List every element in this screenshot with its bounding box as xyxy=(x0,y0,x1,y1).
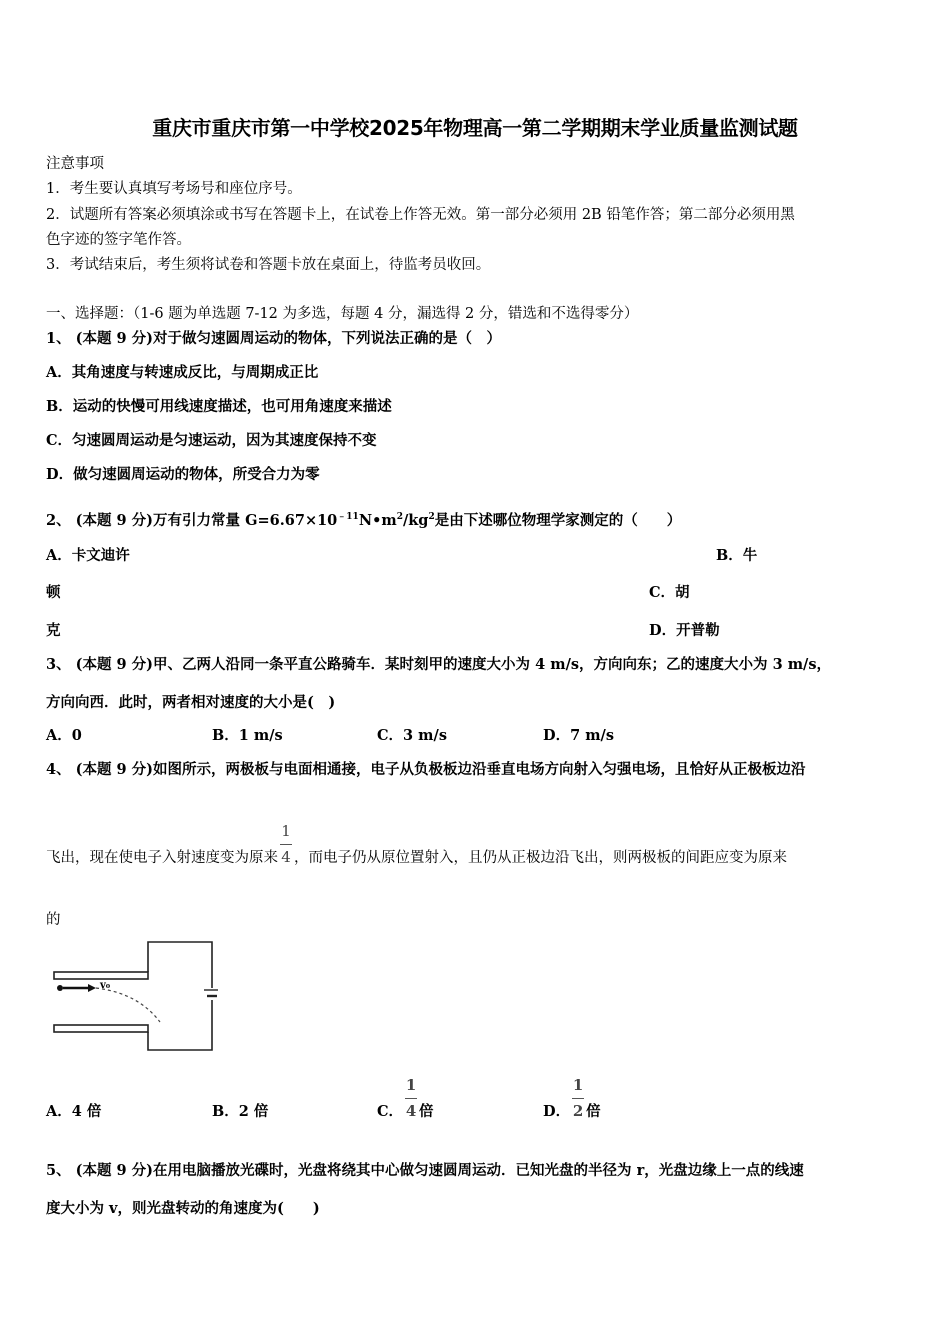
q3-option-b: B．1 m/s xyxy=(212,727,283,744)
q4-option-b: B．2 倍 xyxy=(212,1103,269,1120)
velocity-label: v₀ xyxy=(100,980,111,991)
q2-option-b-cont: 顿 xyxy=(46,584,61,601)
q4-option-d: D． $\frac{1}{2}$ 倍 xyxy=(543,1076,601,1120)
notice-item-2-cont: 色字迹的签字笔作答。 xyxy=(46,232,191,248)
q3-option-a: A．0 xyxy=(46,727,82,744)
q1-option-d: D．做匀速圆周运动的物体，所受合力为零 xyxy=(46,466,320,483)
notice-item-2: 2．试题所有答案必须填涂或书写在答题卡上，在试卷上作答无效。第一部分必须用 2B 铅笔作答；第二部分必须用黑 xyxy=(46,207,795,223)
q3-stem: 3、 (本题 9 分)甲、乙两人沿同一条平直公路骑车．某时刻甲的速度大小为 4 m/s，方向向东；乙的速度大小为 3 m/s， xyxy=(46,656,832,673)
q2-option-a: A．卡文迪许 xyxy=(46,547,130,564)
fraction-one-quarter: $\frac{1}{4}$ xyxy=(281,822,291,866)
electron-dot xyxy=(57,985,63,991)
fraction-one-quarter: $\frac{1}{4}$ xyxy=(405,1076,417,1120)
q4-stem: 4、 (本题 9 分)如图所示，两极板与电面相通接，电子从负极板边沿垂直电场方向射入匀强电场，且恰好从正极板边沿 xyxy=(46,761,806,778)
page-title: 重庆市重庆市第一中学校2025年物理高一第二学期期末学业质量监测试题 xyxy=(152,116,798,140)
q2-stem: 2、 (本题 9 分)万有引力常量 $G=6.67\times 10^{﹣11}N•m^2/kg^2$是由下述哪位物理学家测定的（ ） xyxy=(46,512,682,529)
q2-option-b: B．牛 xyxy=(716,547,758,564)
notice-item-3: 3．考试结束后，考生须将试卷和答题卡放在桌面上，待监考员收回。 xyxy=(46,257,491,273)
notice-heading: 注意事项 xyxy=(46,156,104,172)
q5-stem: 5、 (本题 9 分)在用电脑播放光碟时，光盘将绕其中心做匀速圆周运动．已知光盘的半径为 r，光盘边缘上一点的线速 xyxy=(46,1162,804,1179)
section-heading: 一、选择题：（1-6 题为单选题 7-12 为多选，每题 4 分，漏选得 2 分，错选和不选得零分） xyxy=(46,306,639,322)
q3-option-c: C．3 m/s xyxy=(377,727,447,744)
capacitor-figure xyxy=(48,938,218,1054)
q4-stem-end: 的 xyxy=(46,912,61,928)
q4-option-c: C． $\frac{1}{4}$ 倍 xyxy=(377,1076,434,1120)
q1-option-a: A．其角速度与转速成反比，与周期成正比 xyxy=(46,364,319,381)
q3-stem-cont: 方向向西．此时，两者相对速度的大小是( ) xyxy=(46,694,336,711)
notice-item-1: 1．考生要认真填写考场号和座位序号。 xyxy=(46,181,302,197)
q2-option-c: C．胡 xyxy=(649,584,690,601)
trajectory-path xyxy=(96,988,160,1022)
q2-option-c-cont: 克 xyxy=(46,622,61,639)
q1-option-b: B．运动的快慢可用线速度描述，也可用角速度来描述 xyxy=(46,398,392,415)
fraction-one-half: $\frac{1}{2}$ xyxy=(572,1076,584,1120)
q4-option-a: A．4 倍 xyxy=(46,1103,102,1120)
q4-stem-cont: 飞出，现在使电子入射速度变为原来 $\frac{1}{4}$ ，而电子仍从原位置射入，且仍从正极边沿飞出，则两极板的间距应变为原来 xyxy=(46,822,787,866)
q5-stem-cont: 度大小为 v，则光盘转动的角速度为( ) xyxy=(46,1200,320,1217)
q1-stem: 1、 (本题 9 分)对于做匀速圆周运动的物体，下列说法正确的是（ ） xyxy=(46,330,502,347)
q3-option-d: D．7 m/s xyxy=(543,727,615,744)
q2-option-d: D．开普勒 xyxy=(649,622,720,639)
q1-option-c: C．匀速圆周运动是匀速运动，因为其速度保持不变 xyxy=(46,432,377,449)
